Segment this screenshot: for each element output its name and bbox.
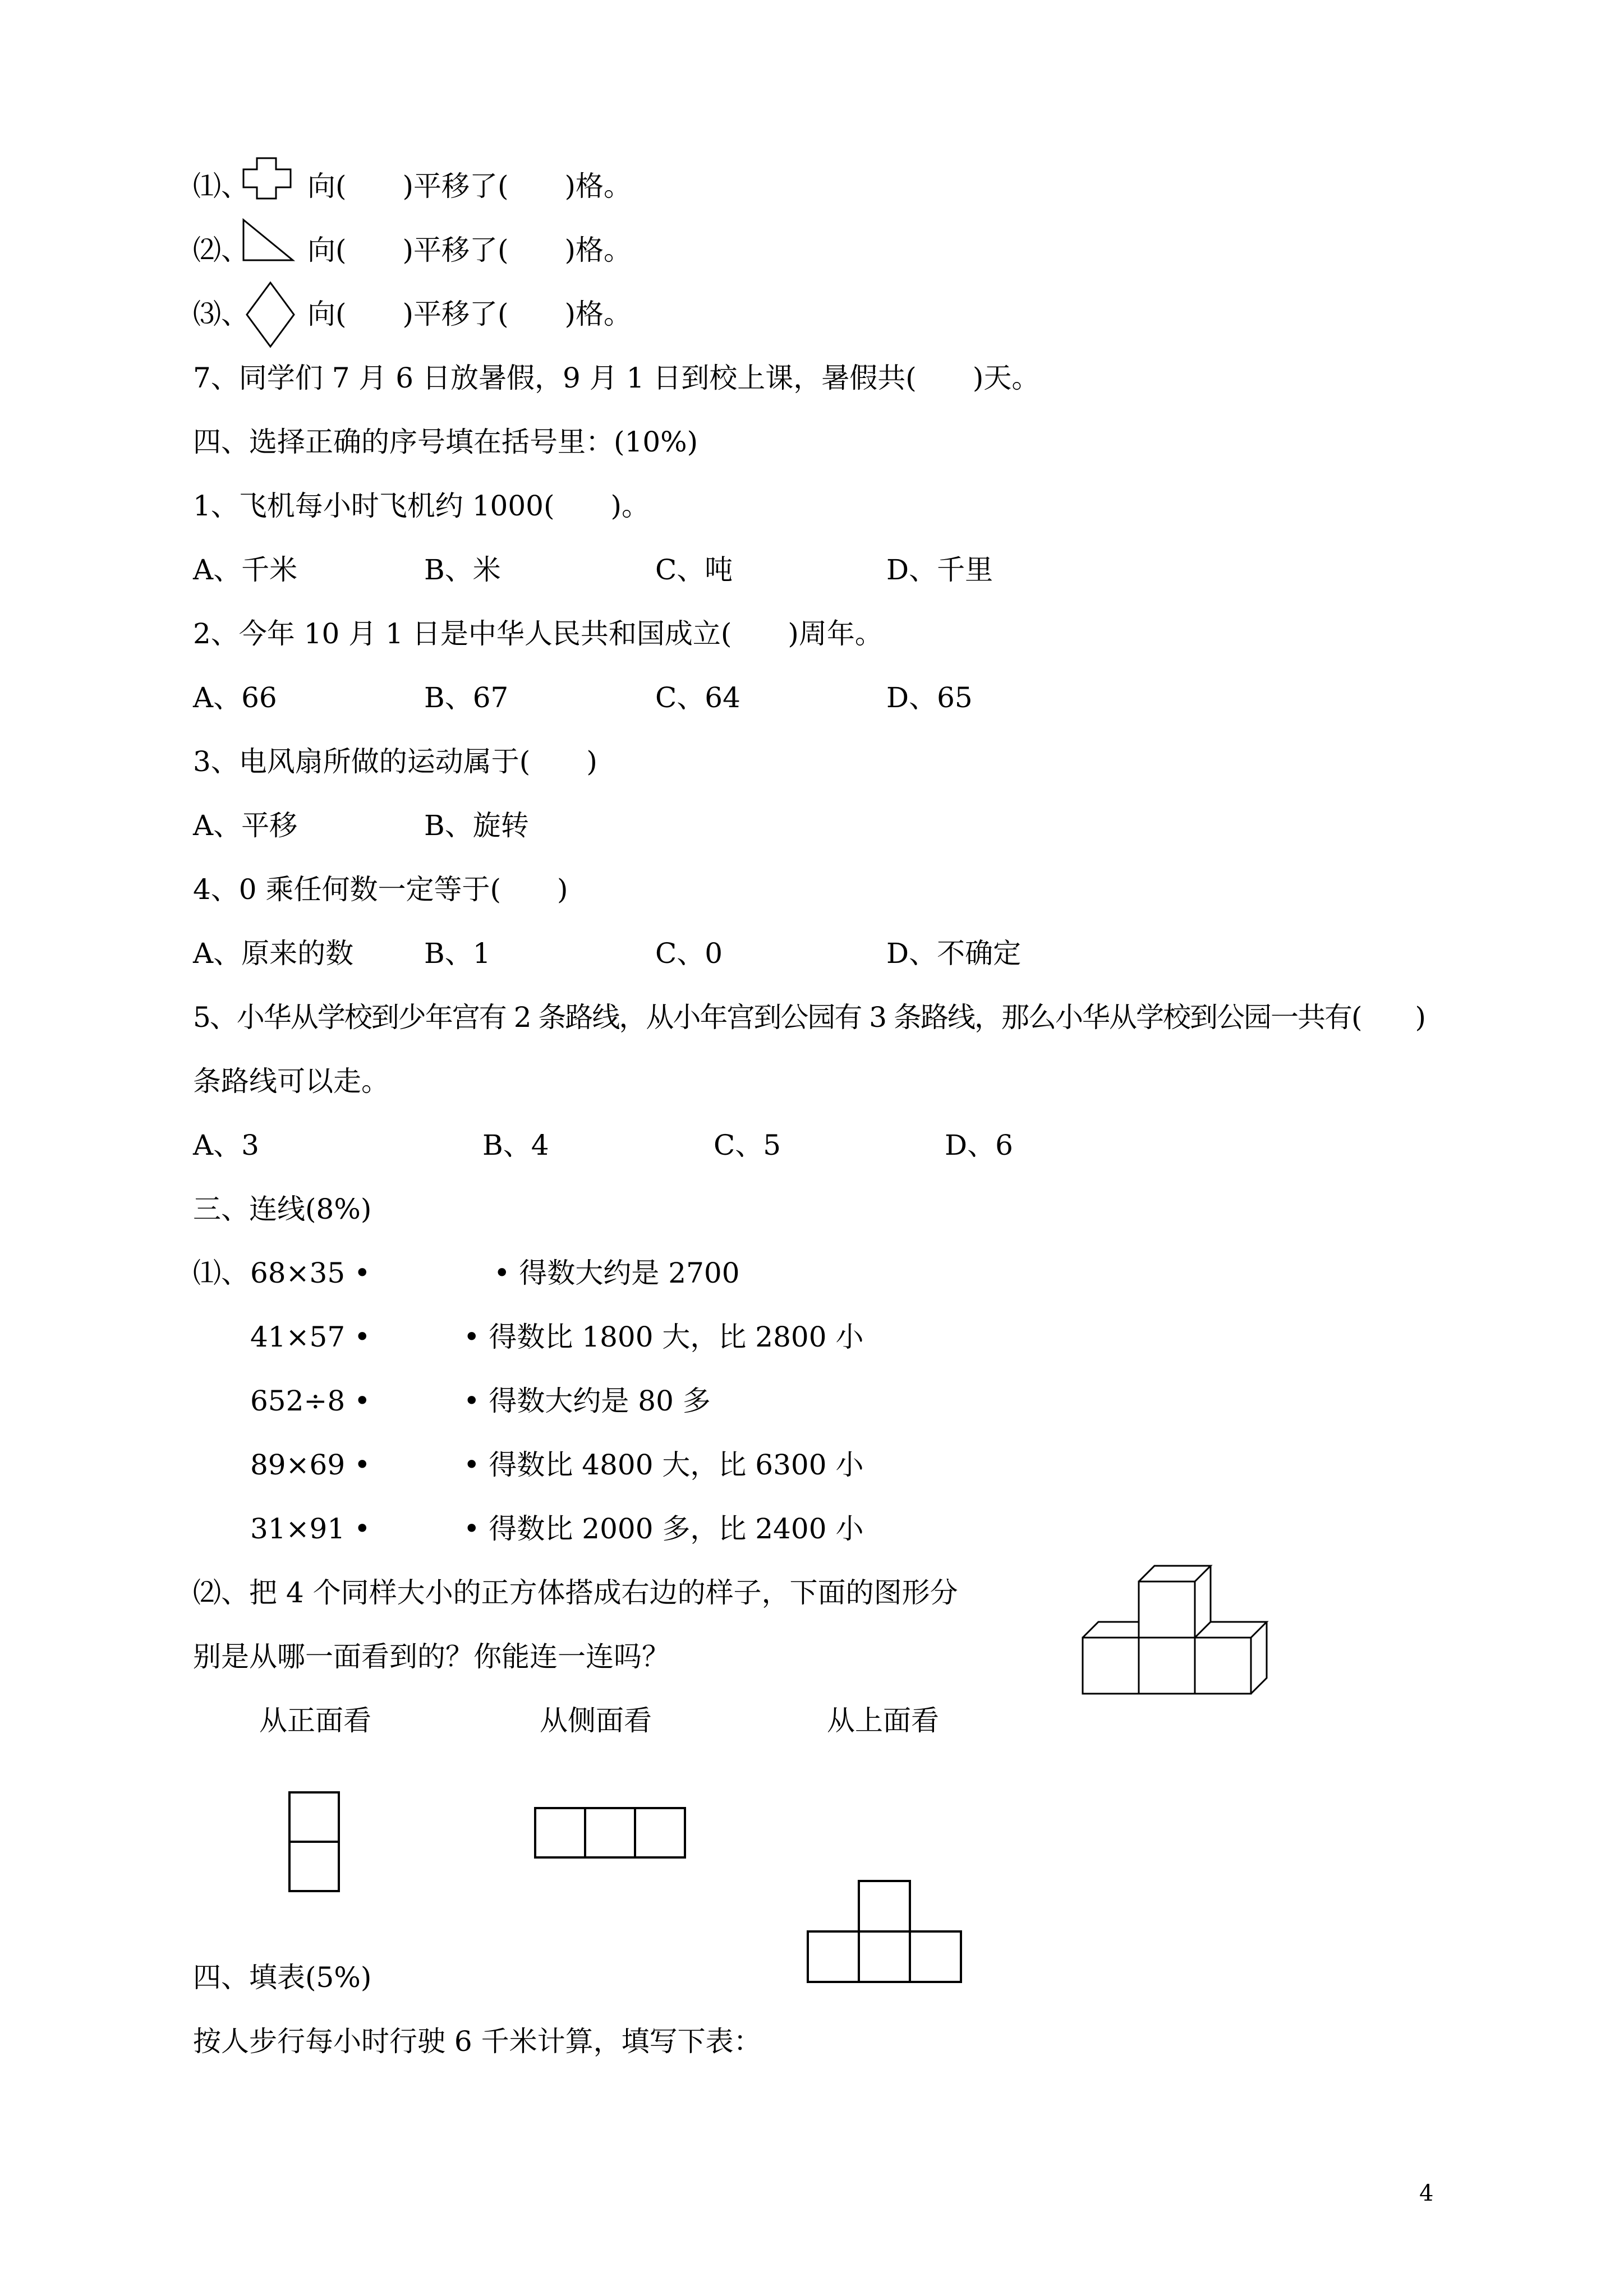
translation-item-1-text: 向( )平移了( )格。	[307, 170, 632, 202]
option: A、千米	[193, 554, 298, 586]
section-heading-choice: 四、选择正确的序号填在括号里：(10%)	[193, 426, 698, 458]
option: B、米	[424, 554, 501, 586]
item-number: ⑴、	[193, 170, 249, 202]
match-right-desc: • 得数大约是 2700	[494, 1257, 740, 1289]
match-part-number: ⑴、	[193, 1257, 249, 1289]
match-left-expr: 68×35 •	[250, 1257, 371, 1289]
option: C、5	[714, 1129, 781, 1161]
translation-item-2-text: 向( )平移了( )格。	[307, 234, 632, 266]
cross-shape-icon	[241, 156, 293, 201]
option: B、4	[482, 1129, 549, 1161]
option: B、67	[424, 681, 509, 714]
question-stem: 1、飞机每小时飞机约 1000( )。	[193, 490, 650, 522]
option: C、64	[655, 681, 740, 714]
option: C、吨	[655, 554, 733, 586]
question-stem-continued: 条路线可以走。	[193, 1065, 389, 1098]
view-figure-t-shape	[806, 1878, 965, 1985]
option: D、65	[886, 681, 973, 714]
match-right-desc: • 得数比 1800 大，比 2800 小	[463, 1321, 864, 1353]
question-stem: 2、今年 10 月 1 日是中华人民共和国成立( )周年。	[193, 617, 883, 650]
translation-item-3	[193, 296, 249, 332]
translation-item-3-text: 向( )平移了( )格。	[307, 298, 632, 330]
option: B、1	[424, 937, 491, 970]
question-stem: 3、电风扇所做的运动属于( )	[193, 745, 597, 778]
rhombus-icon	[245, 280, 296, 349]
match-left-expr: 31×91 •	[250, 1513, 371, 1545]
match-part2-line2: 别是从哪一面看到的？你能连一连吗？	[193, 1640, 670, 1673]
option: C、0	[655, 937, 723, 970]
option: D、6	[945, 1129, 1013, 1161]
option: D、不确定	[886, 937, 1022, 970]
view-label-top: 从上面看	[827, 1704, 939, 1737]
option: A、66	[193, 681, 277, 714]
view-label-side: 从侧面看	[540, 1704, 652, 1737]
view-figure-two-stacked	[286, 1790, 342, 1893]
match-part2-line1: ⑵、把 4 个同样大小的正方体搭成右边的样子，下面的图形分	[193, 1576, 958, 1609]
right-triangle-icon	[241, 218, 295, 262]
option: A、3	[193, 1129, 259, 1161]
match-right-desc: • 得数比 4800 大，比 6300 小	[463, 1449, 864, 1481]
match-left-expr: 89×69 •	[250, 1449, 371, 1481]
match-right-desc: • 得数大约是 80 多	[463, 1385, 711, 1417]
option: B、旋转	[424, 809, 529, 842]
section-heading-matching: 三、连线(8%)	[193, 1193, 372, 1225]
page-number: 4	[1419, 2180, 1434, 2206]
view-label-front: 从正面看	[259, 1704, 371, 1737]
match-right-desc: • 得数比 2000 多，比 2400 小	[463, 1513, 864, 1545]
item-number: ⑶、	[193, 298, 249, 330]
section-heading-table: 四、填表(5%)	[193, 1961, 372, 1994]
item-number: ⑵、	[193, 234, 249, 266]
option: A、原来的数	[193, 937, 354, 970]
translation-item-1	[193, 168, 249, 204]
option: D、千里	[886, 554, 993, 586]
match-left-expr: 652÷8 •	[250, 1385, 371, 1417]
question-stem: 5、小华从学校到少年宫有 2 条路线，从小年宫到公园有 3 条路线，那么小华从学校到公园一共有( )	[193, 1001, 1425, 1034]
question-stem: 4、0 乘任何数一定等于( )	[193, 873, 568, 906]
table-instruction: 按人步行每小时行驶 6 千米计算，填写下表：	[193, 2025, 762, 2058]
view-figure-three-row	[533, 1805, 688, 1861]
cube-arrangement-figure	[1077, 1560, 1279, 1700]
question-7: 7、同学们 7 月 6 日放暑假，9 月 1 日到校上课，暑假共( )天。	[193, 362, 1040, 394]
option: A、平移	[193, 809, 298, 842]
match-left-expr: 41×57 •	[250, 1321, 371, 1353]
translation-item-2	[193, 232, 249, 268]
